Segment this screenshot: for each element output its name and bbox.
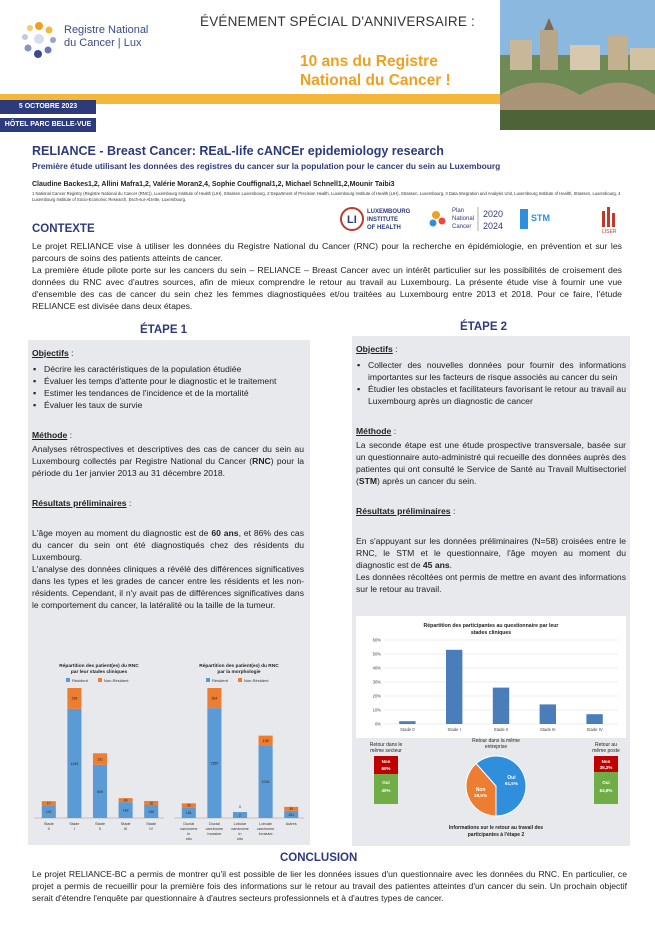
plan-cancer-logo-icon [430, 211, 446, 227]
c2-legend-resident: Résident [212, 678, 228, 683]
pie-title-a: Retour dans la même [472, 738, 520, 744]
c2-label-resident-4: 101 [288, 812, 295, 817]
e2-resultats-p2: Les données récoltées ont permis de mettre en avant des informations sur le retour au travail. [356, 572, 626, 594]
e1-objectif-4: ▪ Évaluer les taux de survie [32, 399, 304, 411]
liser-label: LISER [602, 229, 617, 235]
e1-resultats-p2: L'analyse des données cliniques a révélé des différences significatives dans les types et les grades de cancer entre les résidents et les non-résidents. Cependant, il n'y avait pas de différences significatives dans le comportement du cancer, la latéralité ou la taille de la tumeur. [32, 564, 304, 610]
c2-label-nonresident-2: 0 [239, 805, 241, 809]
c2-label-resident-3: 1024 [261, 780, 270, 785]
logo-text-line1: Registre National [64, 24, 149, 36]
right-box-title-b: même poste [592, 748, 620, 754]
e1-objectif-3: ▪ Estimer les tendances de l'incidence et de la mortalité [32, 387, 304, 399]
c2-cat-2-3: situ [237, 837, 243, 841]
affiliations: 1 National Cancer Registry (Registre National du Cancer (RNC)), Luxembourg Institute of Health (LIH), Strassen Luxembourg, 2 Department of Precision Health, Luxembourg Institute of Health (LIH), Strassen, Luxembourg, 3 Data Integration and Analysis Unit, Luxembourg Institute of Health, Strassen, Luxembourg, 4 Luxembourg Institute of Socio-Economic Research, Esch-sur-Alzette, Luxembourg. [32, 191, 621, 202]
c1-legend-nonresident: Non-Résident [104, 678, 129, 683]
etape2-heading: ÉTAPE 2 [460, 321, 508, 333]
e1-objectifs-label: Objectifs : [32, 348, 74, 358]
lih-logo-icon [341, 208, 363, 230]
c2-legend-nonresident: Non-Résident [244, 678, 269, 683]
chart2-title-b: par la morphologie [217, 670, 261, 675]
c2-label-nonresident-4: 30 [289, 807, 294, 812]
c1-label-resident-2: 609 [97, 789, 103, 794]
right-box-oui-value: 64,8% [599, 788, 613, 793]
left-box-non-value: 60% [381, 766, 391, 771]
pie-value-non: 38,5% [474, 792, 488, 798]
e2-resultats-text: En s'appuyant sur les données préliminaires (N=58) croisées entre le RNC, le STM et le questionnaire, l'âge moyen au moment du diagnostic est de 45 ans. [356, 536, 626, 570]
conclusion-heading: CONCLUSION [280, 852, 358, 864]
svg-text:LI: LI [347, 214, 357, 226]
c1-cat-0-1: 0 [47, 827, 50, 831]
c3-bar-2 [493, 688, 509, 724]
c1-cat-4-1: IV [149, 827, 153, 831]
event-title: ÉVÉNEMENT SPÉCIAL D'ANNIVERSAIRE : [200, 14, 475, 29]
pnc-line3: Cancer [452, 224, 472, 230]
chart3-title-b: stades cliniques [470, 630, 512, 636]
city-photo-image [500, 0, 655, 130]
c2-label-nonresident-1: 284 [211, 696, 218, 701]
c2-label-resident-1: 1550 [210, 761, 219, 766]
c1-cat-2-0: Stade [95, 822, 105, 826]
subtitle-line2: National du Cancer ! [300, 72, 451, 89]
c3-ytick-3: 30% [372, 679, 381, 685]
rnc-logo-icon [18, 18, 60, 60]
c2-cat-0-3: situ [185, 837, 192, 841]
c2-legend-nonresident-swatch [238, 678, 242, 682]
e2-objectifs-label: Objectifs : [356, 344, 398, 354]
c3-cat-2: Stade II [493, 727, 509, 732]
c1-legend-nonresident-swatch [98, 678, 102, 682]
c2-cat-3-1: carcinome [256, 827, 275, 831]
event-venue: HÔTEL PARC BELLE-VUE [0, 118, 96, 132]
c3-ytick-0: 0% [374, 721, 381, 727]
chart1-title-a: Répartition des patient(es) du RNC [59, 664, 139, 669]
c1-legend-resident-swatch [66, 678, 70, 682]
contexte-heading: CONTEXTE [32, 223, 95, 235]
c3-cat-3: Stade III [539, 727, 556, 732]
chart-questionnaire-stades [356, 616, 626, 738]
chart3-title-a: Répartition des participantes au questionnaire par leur [423, 623, 559, 629]
c2-cat-2-0: Lobular [233, 822, 247, 826]
anniversary-subtitle [300, 52, 530, 90]
e1-objectif-1: ▪ Décrire les caractéristiques de la population étudiée [32, 363, 304, 375]
c3-bar-4 [586, 714, 602, 724]
c3-ytick-6: 60% [372, 637, 381, 643]
pnc-year1: 2020 [483, 209, 504, 219]
contexte-p2: La première étude pilote porte sur les cancers du sein – RELIANCE – Breast Cancer avec un intérêt particulier sur les possibilités de croisement des données du RNC avec d'autres sources, afin de mieux comprendre le retour au travail au Luxembourg. La présente étude vise à fournir une vue d'ensemble des cas de cancer du sein chez les femmes diagnostiquées et/ou traitées au Luxembourg entre 2013 et 2018. Pour ce faire, l'étude RELIANCE est divisée dans deux étapes. [32, 265, 622, 311]
pie-caption-b: participantes à l'étape 2 [467, 832, 525, 838]
left-box-title-b: même secteur [370, 748, 402, 754]
lih-line3: OF HEALTH [367, 225, 401, 231]
study-subtitle: Première étude utilisant les données des registres du cancer sur la population pour le cancer du sein au Luxembourg [32, 161, 501, 171]
e2-resultats-label: Résultats préliminaires : [356, 506, 456, 516]
chart2-title-a: Répartition des patient(es) du RNC [199, 664, 279, 669]
c1-label-resident-4: 149 [148, 809, 155, 814]
c1-cat-3-0: Stade [120, 822, 131, 826]
c2-cat-0-2: in [187, 832, 191, 836]
etape2-panel [352, 336, 630, 846]
c2-cat-3-0: Lobular [259, 822, 272, 826]
pnc-line2: National [452, 216, 475, 222]
e2-objectif-1: ▪ Collecter des nouvelles données pour fournir des informations importantes sur les facteurs de risque associés au cancer du sein [356, 359, 626, 383]
right-box-oui-label: Oui [602, 780, 610, 785]
c3-ytick-4: 40% [372, 665, 381, 671]
etape1-heading: ÉTAPE 1 [140, 324, 188, 336]
pie-label-oui: Oui [507, 775, 516, 782]
c1-cat-1-1: I [73, 827, 75, 831]
c2-cat-0-1: carcinome [180, 827, 198, 831]
c2-cat-1-0: Ductal [209, 822, 220, 826]
c2-label-resident-2: 2 [239, 813, 241, 818]
pie-value-oui: 61,5% [504, 781, 518, 787]
lih-line2: INSTITUTE [367, 217, 398, 223]
pie-label-non: Non [475, 786, 486, 793]
c2-label-resident-0: 151 [185, 811, 192, 816]
stm-label: STM [531, 213, 550, 223]
c1-cat-1-0: Stade [69, 822, 80, 826]
contexte-p1: Le projet RELIANCE vise à utiliser les données du Registre National du Cancer (RNC) pour la recherche en épidémiologie, en prévention et sur les parcours de soins des patients atteints de cancer. [32, 241, 622, 263]
c3-cat-4: Stade IV [586, 727, 603, 732]
subtitle-line1: 10 ans du Registre [300, 53, 438, 70]
c1-cat-2-1: II [98, 827, 102, 831]
logo-text-line2: du Cancer | Lux [64, 37, 142, 49]
liser-logo-icon [602, 207, 615, 227]
c2-legend-resident-swatch [206, 678, 210, 682]
c3-ytick-2: 20% [372, 693, 381, 699]
stm-logo-icon [520, 209, 528, 229]
e1-methode-label: Méthode : [32, 430, 73, 440]
c3-ytick-1: 10% [372, 707, 381, 713]
partner-logos [340, 203, 640, 235]
left-box-oui-value: 40% [381, 788, 391, 793]
pie-caption-a: Informations sur le retour au travail des [448, 825, 544, 831]
chart-rnc-stades [30, 658, 168, 843]
c2-cat-3-2: Invasive [258, 832, 273, 836]
authors: Claudine Backes1,2, Allini Mafra1,2, Valérie Moran2,4, Sophie Couffignal1,2, Michael Schnell1,2,Mounir Taibi3 [32, 181, 395, 188]
c2-cat-2-1: carcinome [231, 827, 249, 831]
e2-methode-label: Méthode : [356, 426, 397, 436]
c1-label-resident-3: 182 [122, 808, 129, 813]
c1-label-nonresident-4: 16 [149, 801, 154, 806]
c1-cat-4-0: Stade [146, 822, 157, 826]
e2-objectif-2: ▪ Étudier les obstacles et facilitateurs favorisant le retour au travail au Luxembourg après un diagnostic de cancer [356, 383, 626, 407]
c1-cat-0-0: Stade [43, 822, 54, 826]
left-box-non-label: Non [381, 759, 391, 764]
c2-cat-2-2: in [238, 832, 242, 836]
c2-label-nonresident-3: 138 [262, 738, 269, 743]
left-box-title-a: Retour dans le [369, 742, 403, 748]
study-title: RELIANCE - Breast Cancer: REaL-life cANCEr epidemiology research [32, 144, 444, 158]
c1-label-nonresident-0: 17 [46, 801, 51, 806]
c1-label-resident-1: 1249 [70, 761, 79, 766]
e2-methode-text: La seconde étape est une étude prospective transversale, basée sur un questionnaire auto-administré qui recueille des données auprès des patientes qui ont consulté le Service de Santé au Travail Multisectoriel (STM) après un cancer du sein. [356, 440, 626, 486]
chart-retour-travail [356, 736, 626, 844]
c1-label-nonresident-2: 131 [97, 757, 103, 762]
c1-label-nonresident-1: 238 [71, 696, 78, 701]
c3-ytick-5: 50% [372, 651, 381, 657]
c1-label-nonresident-3: 24 [123, 798, 128, 803]
c3-bar-1 [446, 650, 462, 724]
c2-label-nonresident-0: 26 [186, 803, 191, 808]
c3-cat-1: Stade I [447, 727, 461, 732]
e1-resultats-text: L'âge moyen au moment du diagnostic est de 60 ans, et 86% des cas du cancer du sein ont été diagnostiqués chez des résidents du Luxembourg. [32, 528, 304, 562]
c1-cat-3-1: III [124, 827, 128, 831]
c2-cat-1-1: carcinome [205, 827, 224, 831]
c2-cat-0-0: Ductal [183, 822, 195, 826]
right-box-non-value: 35,2% [599, 765, 613, 770]
chart1-title-b: par leur stades cliniques [70, 670, 128, 675]
chart-rnc-morphologie [170, 658, 308, 843]
right-box-non-label: Non [601, 759, 611, 764]
c3-bar-3 [540, 704, 556, 724]
etape1-panel [28, 340, 310, 845]
pnc-year2: 2024 [483, 221, 504, 231]
e1-methode-text: Analyses rétrospectives et descriptives des cas de cancer du sein au Luxembourg collectés par Registre National du Cancer (RNC) pour la période du 1er janvier 2013 au 31 décembre 2018. [32, 444, 305, 478]
contexte-body [32, 240, 622, 312]
event-date: 5 OCTOBRE 2023 [0, 100, 96, 114]
e1-resultats-label: Résultats préliminaires : [32, 498, 132, 508]
pnc-line1: Plan [452, 208, 465, 214]
c2-cat-4-0: Autres [285, 822, 297, 826]
conclusion-body: Le projet RELIANCE-BC a permis de montrer qu'il est possible de lier les données issues d'un questionnaire avec les données du RNC. En particulier, ce projet a permis de recueillir pour la première fois des informations sur le retour au travail des patientes atteintes d'un cancer du sein. Un prochain objectif serait d'étendre l'enquête par questionnaire à d'autres secteurs professionnels et à d'autres types de cancer. [32, 869, 627, 903]
c3-cat-0: Stade 0 [400, 727, 415, 732]
right-box-title-a: Retour au [595, 742, 617, 748]
c1-label-resident-0: 147 [45, 810, 52, 815]
e1-objectif-2: ▪ Évaluer les temps d'attente pour le diagnostic et le traitement [32, 375, 304, 387]
left-box-oui-label: Oui [382, 780, 390, 785]
c1-legend-resident: Résident [72, 678, 88, 683]
pie-title-b: entreprise [484, 744, 508, 750]
c3-bar-0 [399, 721, 415, 724]
c2-cat-1-2: Invasive [207, 832, 222, 836]
lih-line1: LUXEMBOURG [367, 209, 411, 215]
